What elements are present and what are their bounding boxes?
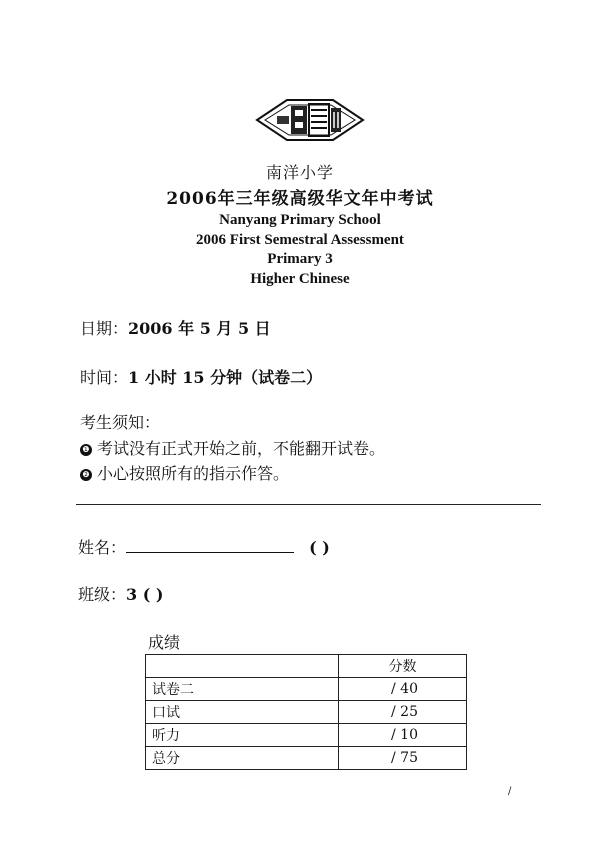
row-value: / 75 [339,747,467,770]
school-name-cn: 南洋小学 [265,163,334,182]
row-value: / 25 [339,701,467,724]
date-value: 2006 年 5 月 5 日 [128,319,271,338]
table-header-cell: 分数 [339,655,467,678]
table-row [146,678,467,701]
date-label: 日期： [80,319,129,338]
page-mark: / [508,786,512,797]
level-en: Primary 3 [267,251,333,267]
row-label: 试卷二 [146,678,339,701]
exam-title-cn: 2006年三年级高级华文年中考试 [166,189,434,209]
table-cell [146,655,339,678]
class-row [78,582,163,605]
name-index-paren[interactable]: ( ) [309,538,330,557]
class-value[interactable]: 3 ( ) [126,585,164,604]
row-label: 口试 [146,701,339,724]
table-row [146,747,467,770]
notice-title: 考生须知： [80,413,161,432]
row-label: 听力 [146,724,339,747]
numbered-bullet-icon: ❶ [80,444,92,456]
notice-item-1 [80,436,385,459]
time-label: 时间： [80,368,129,387]
row-label: 总分 [146,747,339,770]
notice-text: 小心按照所有的指示作答。 [97,464,290,483]
table-row [146,724,467,747]
table-header-row [146,655,467,678]
date-row [80,316,271,339]
score-title: 成绩 [148,633,181,652]
score-table [145,654,467,770]
time-row [80,365,322,388]
name-row [78,535,330,558]
divider-line [76,504,541,505]
school-crest-logo [255,94,365,146]
notice-item-2 [80,461,289,484]
numbered-bullet-icon: ❷ [80,469,92,481]
notice-text: 考试没有正式开始之前，不能翻开试卷。 [97,439,386,458]
time-value: 1 小时 15 分钟（试卷二） [128,368,323,387]
row-value: / 10 [339,724,467,747]
class-label: 班级： [78,585,127,604]
row-value: / 40 [339,678,467,701]
subject-en: Higher Chinese [250,271,350,287]
name-label: 姓名： [78,538,127,557]
school-name-en: Nanyang Primary School [219,212,381,228]
assessment-title-en: 2006 First Semestral Assessment [196,232,404,248]
name-blank-field[interactable] [126,538,294,553]
table-row [146,701,467,724]
